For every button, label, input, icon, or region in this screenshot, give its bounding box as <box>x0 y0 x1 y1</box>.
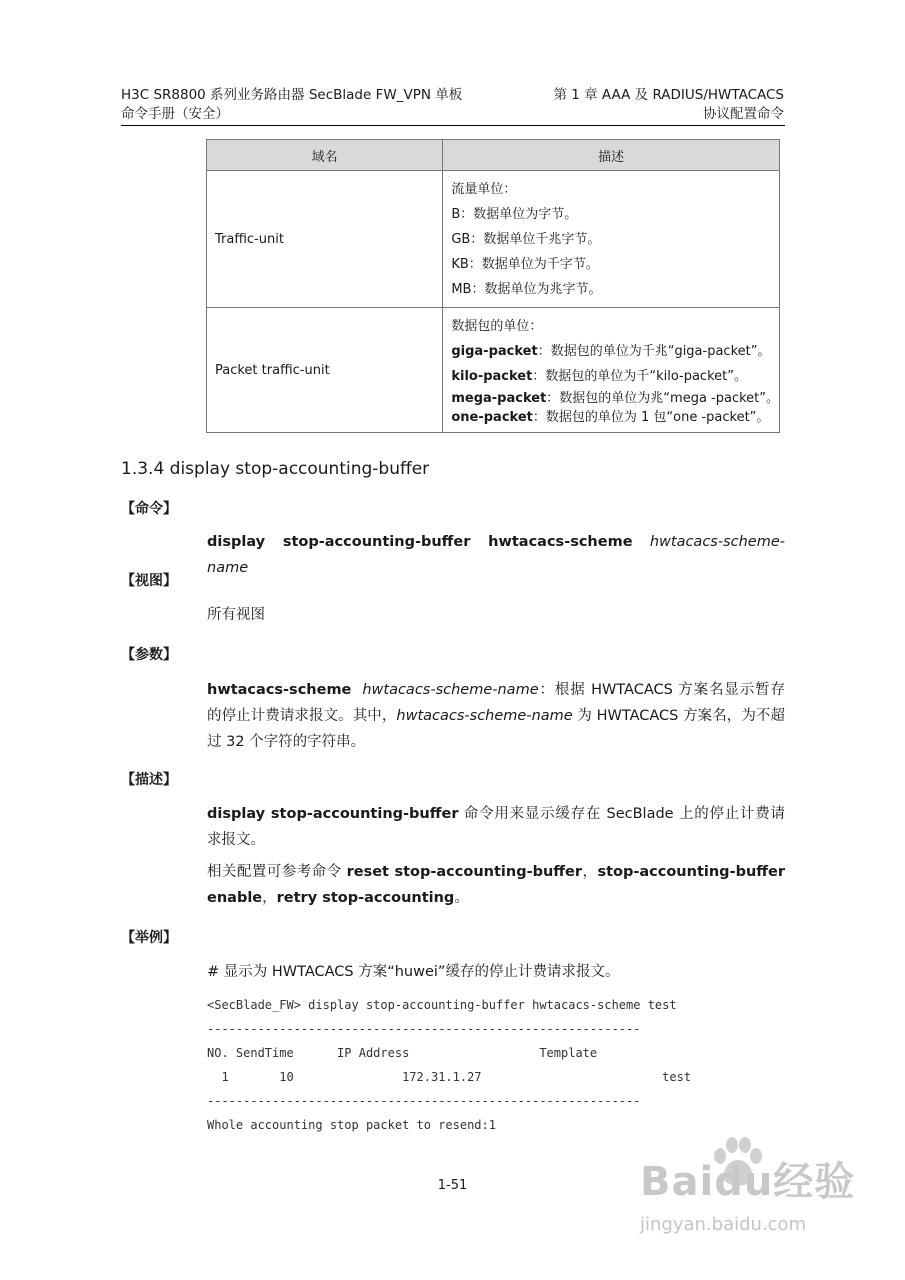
example-label: 【举例】 <box>121 930 177 946</box>
desc-line: 流量单位： <box>451 182 517 197</box>
desc-text: ：数据包的单位为千兆“giga-packet”。 <box>537 344 771 359</box>
related-commands <box>207 859 785 911</box>
desc-text: ：数据包的单位为 1 包“one -packet”。 <box>532 410 770 425</box>
desc-body: 命令用来显示缓存在 SecBlade 上的停止计费请求报文。 <box>207 806 785 848</box>
header-chapter-subtitle: 协议配置命令 <box>703 106 784 122</box>
desc-line: B：数据单位为字节。 <box>451 207 578 222</box>
view-label: 【视图】 <box>121 573 177 589</box>
related-sep: ， <box>582 864 598 880</box>
desc-line <box>451 408 779 427</box>
code-line: NO. SendTime IP Address Template <box>207 1046 598 1060</box>
related-sep: ， <box>262 890 277 906</box>
related-end: 。 <box>454 890 469 906</box>
field-name: Traffic-unit <box>207 171 443 308</box>
page-number: 1-51 <box>437 1178 468 1193</box>
field-name: Packet traffic-unit <box>207 308 443 433</box>
desc-line: KB：数据单位为千字节。 <box>451 257 599 272</box>
baidu-watermark <box>640 1136 880 1256</box>
related-cmd: retry stop-accounting <box>276 890 455 906</box>
header-rule <box>121 125 785 126</box>
section-title: 1.3.4 display stop-accounting-buffer <box>121 459 430 479</box>
param-desc-cont: 为 HWTACACS 方案名，为不超过 32 个字符的字符串。 <box>207 708 785 750</box>
param-argument-ref: hwtacacs-scheme-name <box>396 708 573 724</box>
parameter-label: 【参数】 <box>121 647 177 663</box>
desc-text: ：数据包的单位为千“kilo-packet”。 <box>532 369 747 384</box>
example-text: # 显示为 HWTACACS 方案“huwei”缓存的停止计费请求报文。 <box>207 964 620 980</box>
header-right <box>553 86 784 124</box>
field-description <box>443 308 780 433</box>
code-line: ------------------------------------------------------------ <box>207 1094 641 1108</box>
code-line: 1 10 172.31.1.27 test <box>207 1070 692 1084</box>
desc-command: display stop-accounting-buffer <box>207 806 459 822</box>
command-keywords: display stop-accounting-buffer hwtacacs-scheme <box>207 534 633 550</box>
view-text: 所有视图 <box>207 607 265 623</box>
desc-line <box>451 339 779 364</box>
field-description <box>443 171 780 308</box>
header-product-title: H3C SR8800 系列业务路由器 SecBlade FW_VPN 单板 <box>121 87 463 103</box>
table-row <box>207 308 780 433</box>
header-manual-title: 命令手册（安全） <box>121 106 229 122</box>
command-syntax <box>207 529 785 581</box>
description-label: 【描述】 <box>121 772 177 788</box>
desc-keyword: one-packet <box>451 410 533 425</box>
param-keyword: hwtacacs-scheme <box>207 682 352 698</box>
table-header-row <box>207 140 780 171</box>
col-header-description: 描述 <box>443 140 780 171</box>
desc-line: MB：数据单位为兆字节。 <box>451 282 602 297</box>
command-label: 【命令】 <box>121 501 177 517</box>
desc-line: GB：数据单位千兆字节。 <box>451 232 601 247</box>
header-left <box>121 86 462 124</box>
col-header-field: 域名 <box>207 140 443 171</box>
parameter-text <box>207 677 785 755</box>
related-intro: 相关配置可参考命令 <box>207 864 347 880</box>
watermark-logo: Baidu经验 <box>640 1159 856 1205</box>
param-argument: hwtacacs-scheme-name <box>362 682 539 698</box>
watermark-url: jingyan.baidu.com <box>640 1214 807 1235</box>
desc-text: ：数据包的单位为兆“mega -packet”。 <box>546 391 779 406</box>
related-cmd: stop-accounting-buffer enable <box>207 864 785 906</box>
field-table <box>206 139 780 433</box>
code-line: Whole accounting stop packet to resend:1 <box>207 1118 496 1132</box>
desc-keyword: giga-packet <box>451 344 538 359</box>
table-row <box>207 171 780 308</box>
desc-keyword: mega-packet <box>451 391 547 406</box>
header-chapter-title: 第 1 章 AAA 及 RADIUS/HWTACACS <box>553 87 784 103</box>
desc-keyword: kilo-packet <box>451 369 533 384</box>
code-line: <SecBlade_FW> display stop-accounting-buffer hwtacacs-scheme test <box>207 998 677 1012</box>
param-desc: ：根据 HWTACACS 方案名显示暂存的停止计费请求报文。其中， <box>207 682 785 724</box>
related-cmd: reset stop-accounting-buffer <box>346 864 583 880</box>
desc-line <box>451 364 779 389</box>
command-argument: hwtacacs-scheme-name <box>207 534 785 576</box>
code-line: ------------------------------------------------------------ <box>207 1022 641 1036</box>
description-text <box>207 801 785 853</box>
desc-line: 数据包的单位： <box>451 319 543 334</box>
desc-line <box>451 389 779 408</box>
